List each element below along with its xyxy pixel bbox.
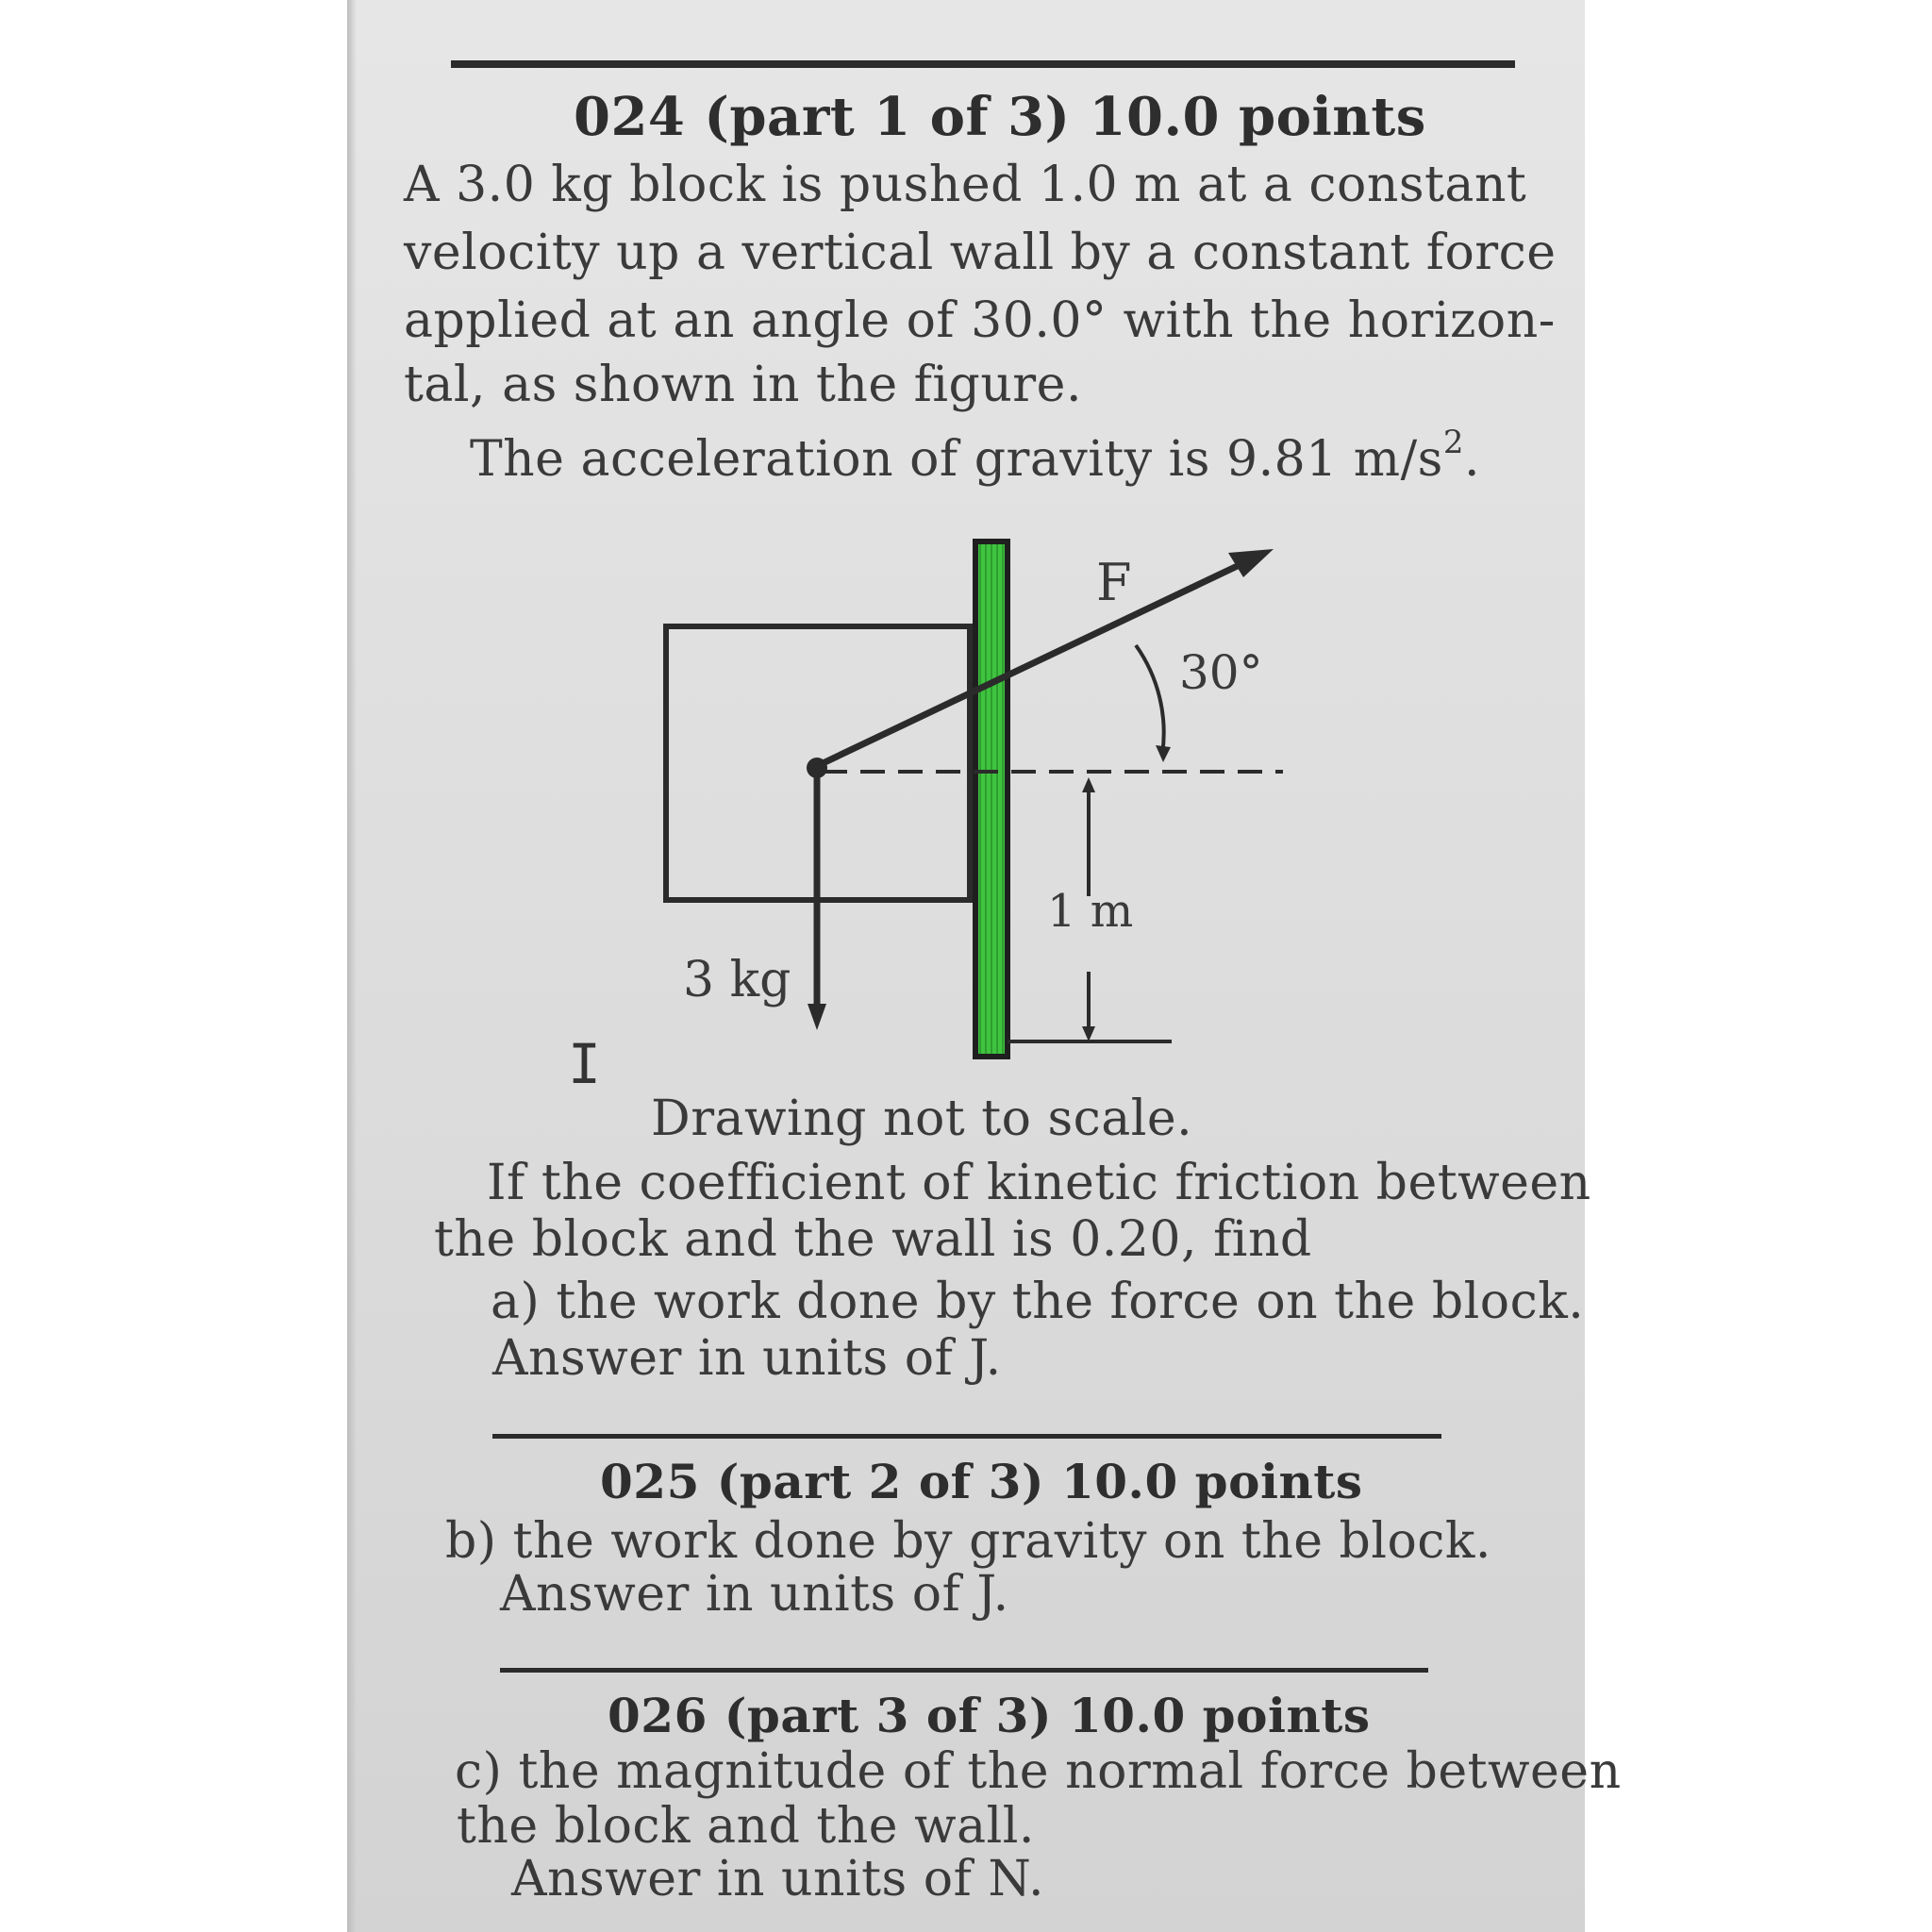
part2-question: b) the work done by gravity on the block.: [445, 1513, 1491, 1570]
friction-line-1: If the coefficient of kinetic friction between: [487, 1155, 1591, 1211]
force-arrowhead: [1228, 549, 1274, 577]
problem-line-1: A 3.0 kg block is pushed 1.0 m at a constant: [404, 157, 1527, 213]
problem-line-2: velocity up a vertical wall by a constant force: [404, 225, 1557, 281]
part3-answer-units: Answer in units of N.: [511, 1851, 1045, 1907]
distance-label: 1 m: [1047, 885, 1134, 938]
angle-arc: [1136, 645, 1164, 755]
gravity-text: The acceleration of gravity is 9.81 m/s: [470, 431, 1443, 488]
distance-arrowhead-top: [1082, 777, 1095, 792]
part3-question-line-2: the block and the wall.: [457, 1798, 1035, 1855]
gravity-exponent: 2: [1442, 424, 1464, 461]
part1-header: 024 (part 1 of 3) 10.0 points: [574, 86, 1426, 148]
force-label: F: [1096, 553, 1132, 612]
part2-answer-line: [500, 1668, 1428, 1673]
distance-arrowhead-bottom: [1082, 1026, 1095, 1041]
part1-answer-units: Answer in units of J.: [492, 1330, 1002, 1387]
part1-answer-line: [492, 1434, 1441, 1439]
part3-question-line-1: c) the magnitude of the normal force between: [455, 1743, 1622, 1800]
part3-header: 026 (part 3 of 3) 10.0 points: [608, 1688, 1371, 1743]
gravity-period: .: [1463, 431, 1480, 488]
angle-arc-arrowhead: [1156, 745, 1171, 762]
angle-label: 30°: [1179, 645, 1263, 700]
problem-line-3: applied at an angle of 30.0° with the horizon-: [404, 292, 1556, 349]
weight-arrowhead: [808, 1004, 826, 1030]
part2-answer-units: Answer in units of J.: [500, 1566, 1009, 1623]
text-cursor-icon: I: [568, 1032, 601, 1096]
figure-caption: Drawing not to scale.: [651, 1091, 1193, 1147]
mass-label: 3 kg: [683, 952, 791, 1008]
part2-header: 025 (part 2 of 3) 10.0 points: [600, 1454, 1363, 1509]
wall: [975, 541, 1008, 1057]
problem-line-4: tal, as shown in the figure.: [404, 357, 1082, 413]
part1-question: a) the work done by the force on the block.: [491, 1274, 1585, 1330]
friction-line-2: the block and the wall is 0.20, find: [434, 1211, 1312, 1268]
